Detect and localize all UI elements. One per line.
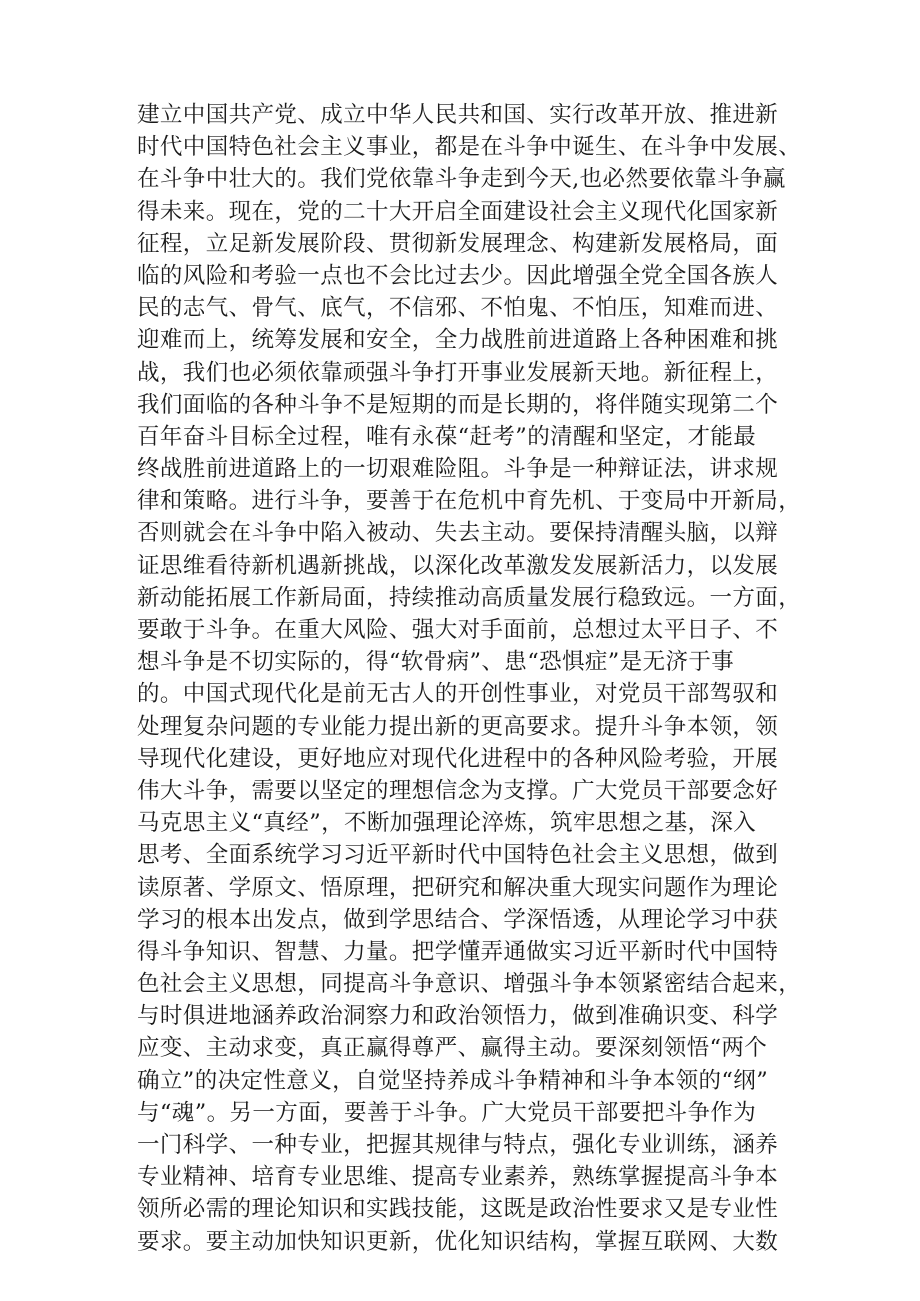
text-line: 民的志气、骨气、底气，不信邪、不怕鬼、不怕压，知难而进、 (137, 295, 779, 322)
text-line: 应变、主动求变，真正赢得尊严、赢得主动。要深刻领悟“两个 (137, 1035, 768, 1062)
body-paragraph (137, 99, 802, 1258)
text-line: 得未来。现在，党的二十大开启全面建设社会主义现代化国家新 (137, 198, 779, 225)
text-line: 确立”的决定性意义，自觉坚持养成斗争精神和斗争本领的“纲” (137, 1067, 769, 1094)
text-line: 在斗争中壮大的。我们党依靠斗争走到今天,也必然要依靠斗争赢 (137, 166, 786, 193)
text-line: 时代中国特色社会主义事业，都是在斗争中诞生、在斗争中发展、 (137, 134, 802, 161)
text-line: 终战胜前进道路上的一切艰难险阻。斗争是一种辩证法，讲求规 (137, 456, 779, 483)
text-line: 要求。要主动加快知识更新，优化知识结构，掌握互联网、大数 (137, 1228, 779, 1255)
text-line: 想斗争是不切实际的，得“软骨病”、患“恐惧症”是无济于事 (137, 649, 735, 676)
text-line: 色社会主义思想，同提高斗争意识、增强斗争本领紧密结合起来， (137, 971, 802, 998)
text-line: 伟大斗争，需要以坚定的理想信念为支撑。广大党员干部要念好 (137, 777, 779, 804)
text-line: 的。中国式现代化是前无古人的开创性事业，对党员干部驾驭和 (137, 681, 779, 708)
text-line: 专业精神、培育专业思维、提高专业素养，熟练掌握提高斗争本 (137, 1164, 779, 1191)
text-line: 律和策略。进行斗争，要善于在危机中育先机、于变局中开新局， (137, 488, 802, 515)
text-line: 迎难而上，统筹发展和安全，全力战胜前进道路上各种困难和挑 (137, 327, 779, 354)
text-line: 思考、全面系统学习习近平新时代中国特色社会主义思想，做到 (137, 842, 779, 869)
text-line: 处理复杂问题的专业能力提出新的更高要求。提升斗争本领，领 (137, 713, 779, 740)
text-line: 我们面临的各种斗争不是短期的而是长期的，将伴随实现第二个 (137, 391, 779, 418)
text-line: 证思维看待新机遇新挑战，以深化改革激发发展新活力，以发展 (137, 552, 779, 579)
text-line: 要敢于斗争。在重大风险、强大对手面前，总想过太平日子、不 (137, 617, 779, 643)
text-line: 马克思主义“真经”，不断加强理论淬炼，筑牢思想之基，深入 (137, 810, 757, 837)
text-line: 否则就会在斗争中陷入被动、失去主动。要保持清醒头脑，以辩 (137, 520, 779, 547)
text-line: 领所必需的理论知识和实践技能，这既是政治性要求又是专业性 (137, 1196, 779, 1223)
text-line: 百年奋斗目标全过程，唯有永葆“赶考”的清醒和坚定，才能最 (137, 423, 757, 450)
text-line: 征程，立足新发展阶段、贯彻新发展理念、构建新发展格局，面 (137, 230, 779, 257)
text-line: 学习的根本出发点，做到学思结合、学深悟透，从理论学习中获 (137, 906, 779, 933)
text-line: 读原著、学原文、悟原理，把研究和解决重大现实问题作为理论 (137, 874, 779, 901)
text-line: 得斗争知识、智慧、力量。把学懂弄通做实习近平新时代中国特 (137, 938, 779, 965)
text-line: 与“魂”。另一方面，要善于斗争。广大党员干部要把斗争作为 (137, 1099, 757, 1126)
text-line: 导现代化建设，更好地应对现代化进程中的各种风险考验，开展 (137, 745, 779, 772)
text-line: 临的风险和考验一点也不会比过去少。因此增强全党全国各族人 (137, 262, 779, 289)
text-line: 一门科学、一种专业，把握其规律与特点，强化专业训练，涵养 (137, 1132, 779, 1158)
text-line: 战，我们也必须依靠顽强斗争打开事业发展新天地。新征程上， (137, 359, 779, 386)
text-line: 与时俱进地涵养政治洞察力和政治领悟力，做到准确识变、科学 (137, 1003, 779, 1030)
text-line: 新动能拓展工作新局面，持续推动高质量发展行稳致远。一方面， (137, 584, 802, 611)
text-line: 建立中国共产党、成立中华人民共和国、实行改革开放、推进新 (137, 102, 779, 128)
